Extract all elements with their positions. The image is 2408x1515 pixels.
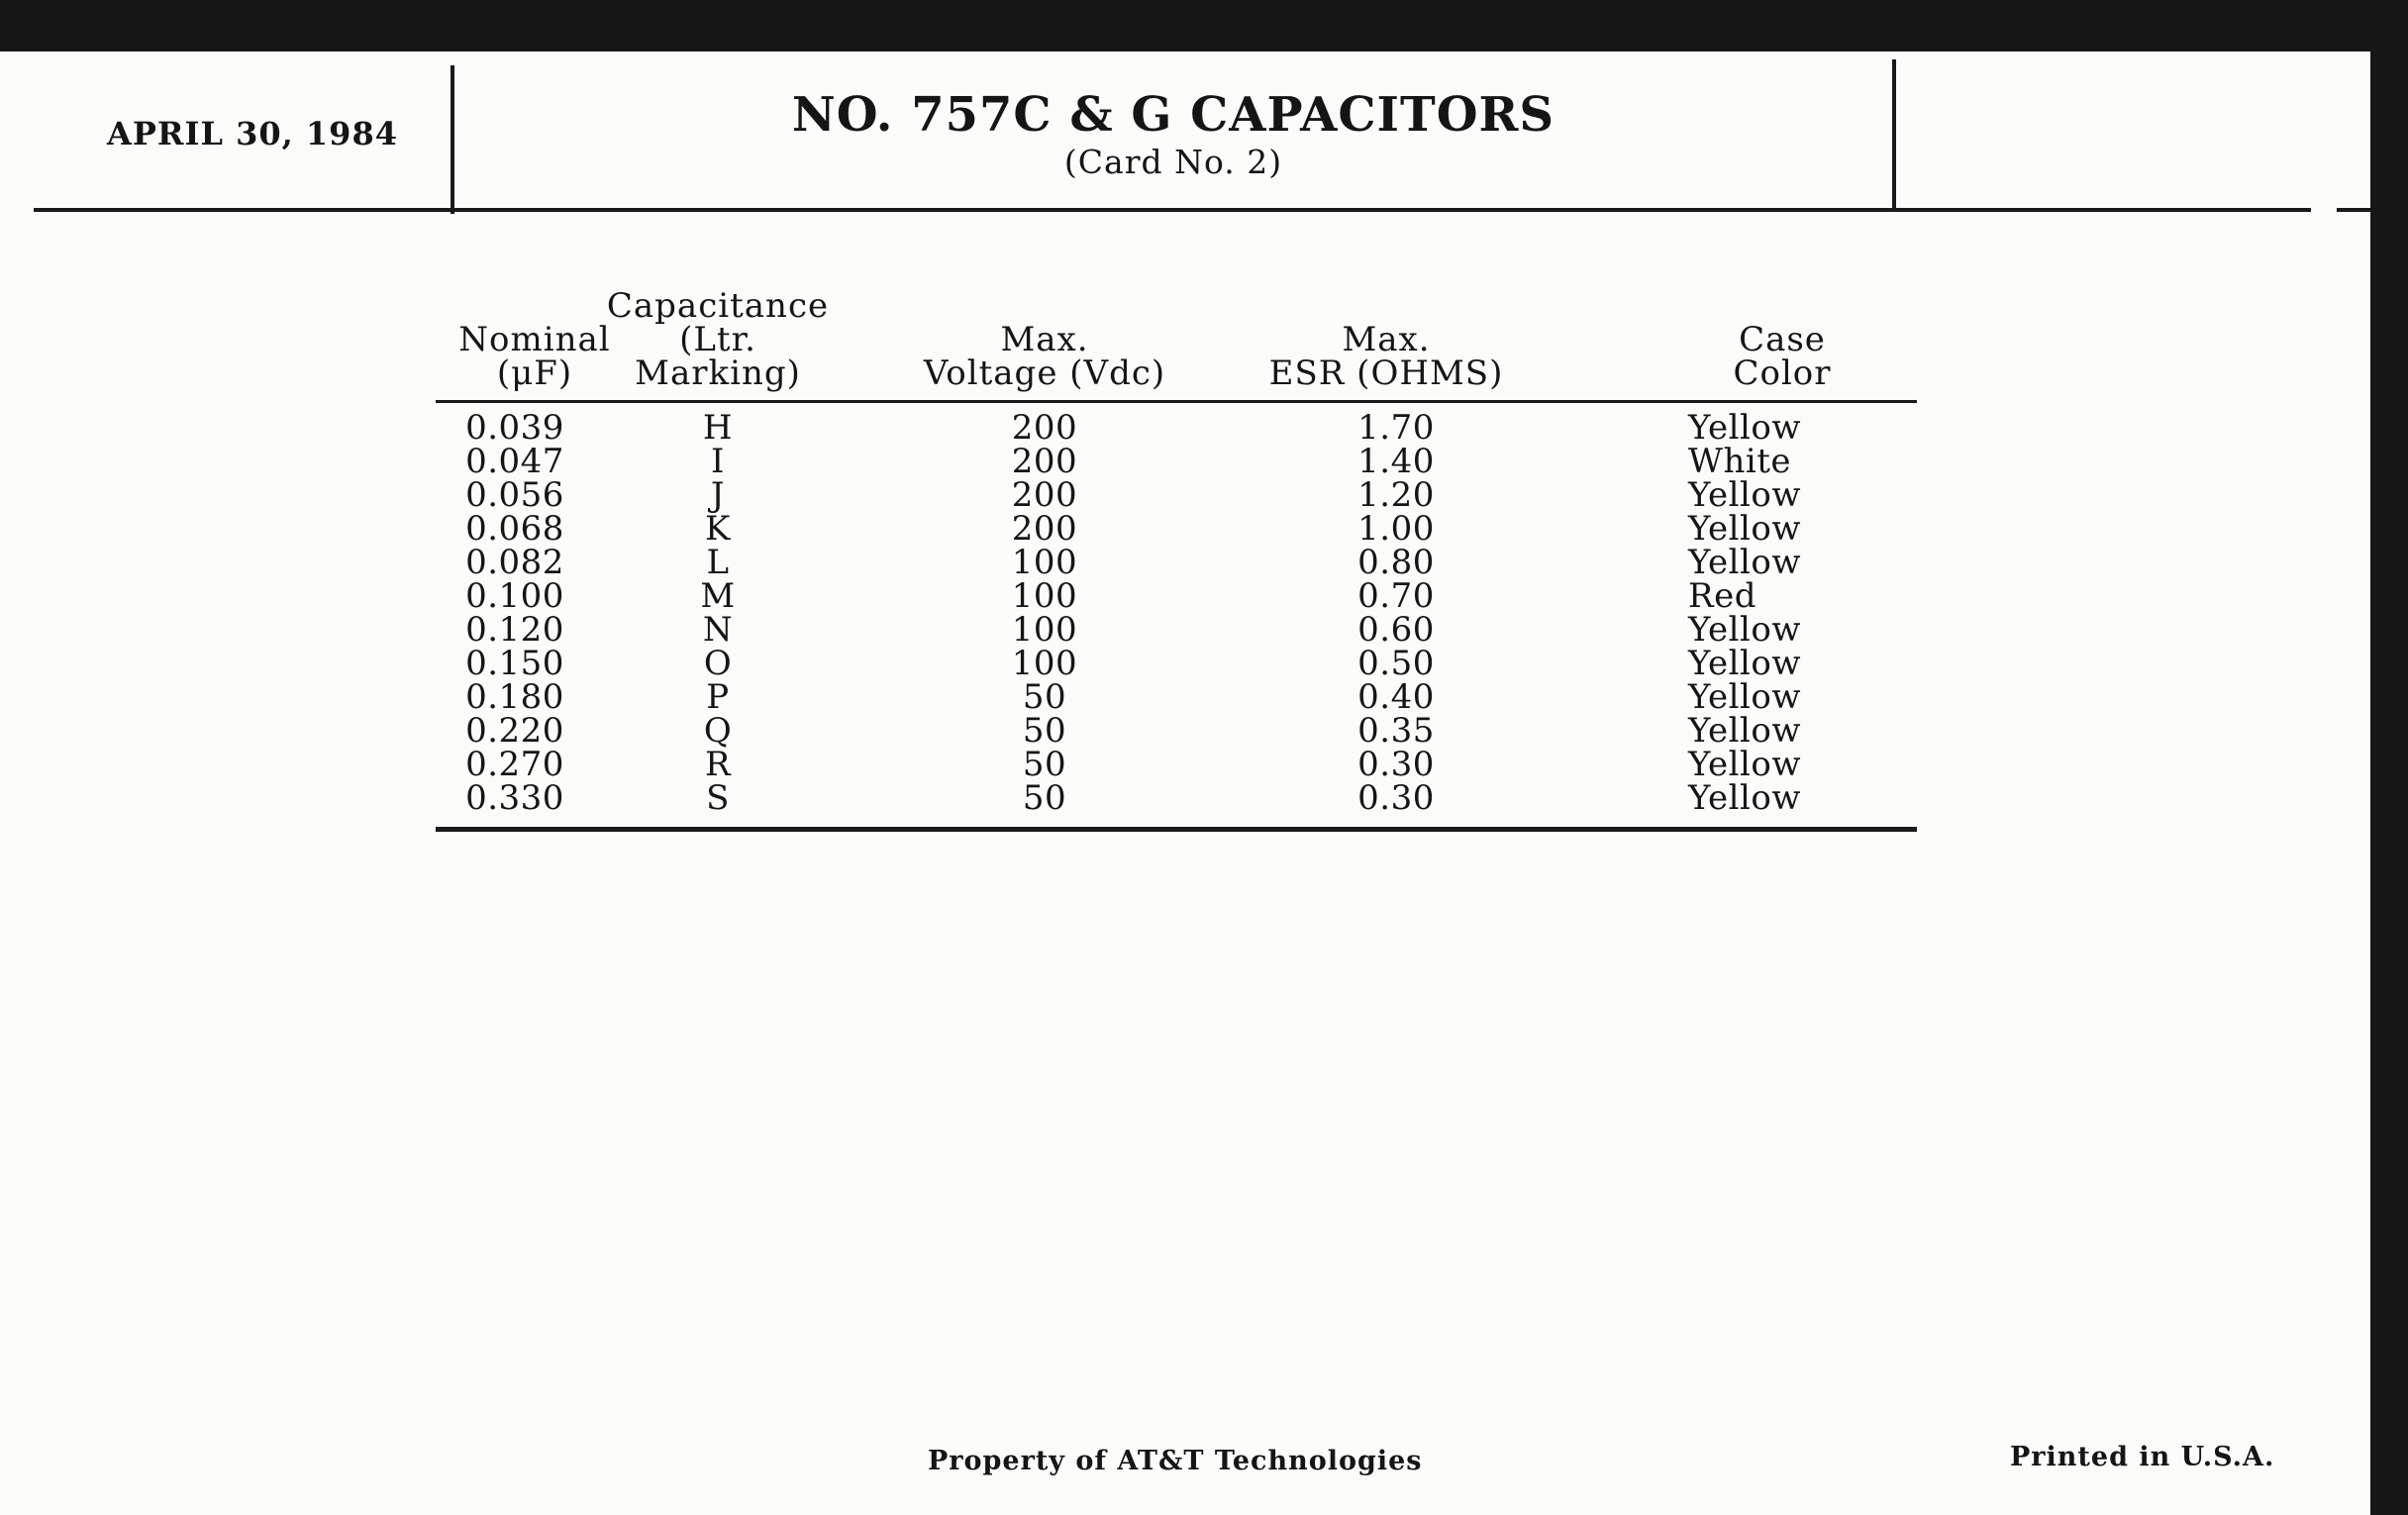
cell-nominal: 0.047 [465, 442, 564, 481]
header-line: Max. [1342, 320, 1431, 359]
cell-color: Yellow [1688, 475, 1801, 515]
cell-esr: 0.30 [1357, 745, 1435, 784]
cell-letter: Q [703, 711, 733, 751]
cell-nominal: 0.056 [465, 475, 564, 515]
document-card [0, 51, 2370, 1515]
cell-esr: 0.60 [1357, 610, 1435, 650]
cell-nominal: 0.220 [465, 711, 564, 751]
cell-letter: H [702, 408, 734, 448]
cell-color: Yellow [1688, 644, 1801, 683]
cell-voltage: 50 [1022, 711, 1067, 751]
table-row [436, 408, 1917, 448]
cell-voltage: 200 [1011, 509, 1078, 549]
cell-nominal: 0.150 [465, 644, 564, 683]
header-rule [34, 208, 2311, 212]
cell-voltage: 200 [1011, 442, 1078, 481]
cell-nominal: 0.039 [465, 408, 564, 448]
cell-color: Yellow [1688, 677, 1801, 717]
capacitor-table [436, 230, 1917, 832]
cell-esr: 0.35 [1357, 711, 1435, 751]
cell-esr: 1.40 [1357, 442, 1435, 481]
cell-voltage: 100 [1011, 543, 1078, 582]
cell-color: Yellow [1688, 778, 1801, 818]
cell-nominal: 0.082 [465, 543, 564, 582]
cell-letter: M [700, 576, 736, 616]
header-divider-right [1892, 59, 1896, 208]
cell-voltage: 200 [1011, 475, 1078, 515]
table-row [436, 745, 1917, 784]
cell-esr: 0.80 [1357, 543, 1435, 582]
cell-letter: N [702, 610, 734, 650]
header-line: Color [1733, 354, 1832, 393]
cell-color: Yellow [1688, 745, 1801, 784]
cell-color: Red [1688, 576, 1756, 616]
cell-letter: O [703, 644, 733, 683]
cell-nominal: 0.270 [465, 745, 564, 784]
cell-esr: 0.70 [1357, 576, 1435, 616]
cell-voltage: 100 [1011, 610, 1078, 650]
cell-esr: 1.00 [1357, 509, 1435, 549]
table-row [436, 778, 1917, 818]
header-line: Nominal [458, 320, 611, 359]
column-header-case-color [1683, 320, 1881, 393]
table-row [436, 677, 1917, 717]
table-header [436, 230, 1917, 400]
table-row [436, 644, 1917, 683]
header-line: Marking) [635, 354, 801, 393]
cell-nominal: 0.330 [465, 778, 564, 818]
cell-voltage: 100 [1011, 576, 1078, 616]
issue-date: APRIL 30, 1984 [107, 115, 398, 152]
cell-color: Yellow [1688, 610, 1801, 650]
cell-esr: 0.50 [1357, 644, 1435, 683]
cell-color: White [1688, 442, 1792, 481]
cell-letter: I [711, 442, 725, 481]
column-header-voltage [911, 320, 1178, 393]
cell-color: Yellow [1688, 711, 1801, 751]
table-body [436, 403, 1917, 818]
cell-color: Yellow [1688, 543, 1801, 582]
table-row [436, 509, 1917, 549]
scan-top-border [0, 0, 2408, 51]
cell-nominal: 0.100 [465, 576, 564, 616]
header-line: Voltage (Vdc) [923, 354, 1166, 393]
header-line: (μF) [496, 354, 573, 393]
table-bottom-rule [436, 827, 1917, 832]
cell-voltage: 100 [1011, 644, 1078, 683]
table-row [436, 576, 1917, 616]
header-line: Case [1739, 320, 1826, 359]
scan-right-border [2370, 0, 2408, 1515]
printed-notice: Printed in U.S.A. [2010, 1442, 2275, 1472]
header-line: Max. [1000, 320, 1089, 359]
cell-esr: 1.20 [1357, 475, 1435, 515]
cell-letter: L [706, 543, 730, 582]
table-row [436, 543, 1917, 582]
cell-voltage: 200 [1011, 408, 1078, 448]
cell-color: Yellow [1688, 408, 1801, 448]
cell-color: Yellow [1688, 509, 1801, 549]
column-header-esr [1238, 320, 1535, 393]
cell-esr: 0.40 [1357, 677, 1435, 717]
property-notice: Property of AT&T Technologies [928, 1446, 1423, 1476]
cell-nominal: 0.180 [465, 677, 564, 717]
header-line: ESR (OHMS) [1268, 354, 1504, 393]
cell-esr: 0.30 [1357, 778, 1435, 818]
header-rule-tail [2337, 208, 2370, 212]
cell-letter: P [706, 677, 730, 717]
cell-letter: J [710, 475, 726, 515]
table-row [436, 711, 1917, 751]
cell-voltage: 50 [1022, 677, 1067, 717]
table-row [436, 475, 1917, 515]
cell-letter: K [705, 509, 731, 549]
document-subtitle: (Card No. 2) [1063, 143, 1283, 181]
document-title: NO. 757C & G CAPACITORS [791, 87, 1555, 143]
cell-voltage: 50 [1022, 778, 1067, 818]
header-line: (Ltr. [679, 320, 756, 359]
cell-esr: 1.70 [1357, 408, 1435, 448]
cell-nominal: 0.120 [465, 610, 564, 650]
cell-letter: S [706, 778, 730, 818]
table-row [436, 610, 1917, 650]
cell-letter: R [704, 745, 732, 784]
header-line: Capacitance [606, 286, 830, 326]
column-header-capacitance [604, 286, 832, 393]
cell-nominal: 0.068 [465, 509, 564, 549]
cell-voltage: 50 [1022, 745, 1067, 784]
table-row [436, 442, 1917, 481]
